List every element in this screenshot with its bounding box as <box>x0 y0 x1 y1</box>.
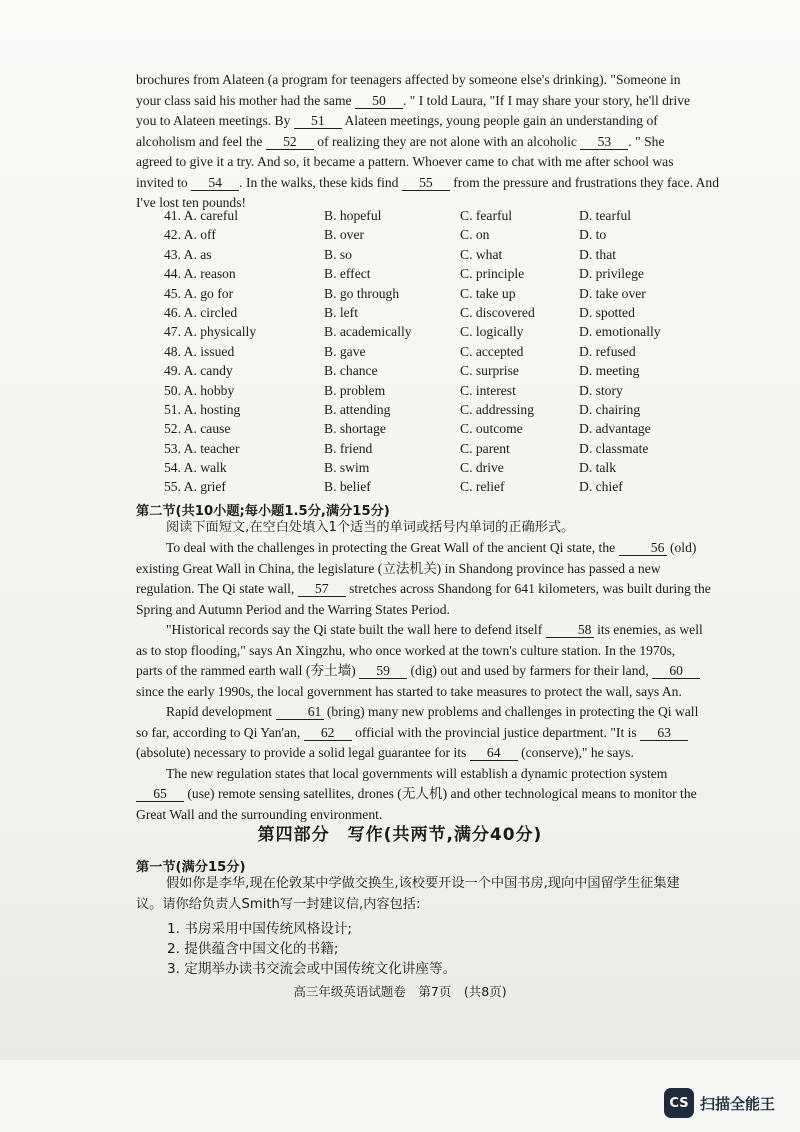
passage-line: regulation. The Qi state wall, 57 stretches across Shandong for 641 kilometers, was built during the <box>136 581 711 596</box>
passage-line: I've lost ten pounds! <box>136 195 247 210</box>
passage-line: brochures from Alateen (a program for teenagers affected by someone else's drinking). "Someone in <box>136 72 681 87</box>
option-row: 50. A. hobby B. problem C. interest D. story <box>164 382 623 398</box>
blank-60: 60 <box>652 663 700 679</box>
blank-64: 64 <box>470 745 518 761</box>
prompt-item: 1. 书房采用中国传统风格设计; <box>167 921 352 937</box>
passage-line: Great Wall and the surrounding environment. <box>136 806 383 822</box>
option-row: 47. A. physically B. academically C. logically D. emotionally <box>164 324 661 340</box>
scanner-watermark <box>664 1088 775 1118</box>
prompt-line: 假如你是李华,现在伦敦某中学做交换生,该校要开设一个中国书房,现向中国留学生征集建 <box>166 876 680 891</box>
passage-line: Spring and Autumn Period and the Warring States Period. <box>136 601 450 617</box>
blank-58: 58 <box>546 622 594 638</box>
passage-line: parts of the rammed earth wall (夯土墙) 59 (dig) out and used by farmers for their land, 60 <box>136 661 760 682</box>
blank-63: 63 <box>640 725 688 741</box>
option-row: 49. A. candy B. chance C. surprise D. meeting <box>164 363 640 379</box>
passage-line: invited to 54 . In the walks, these kids find 55 from the pressure and frustrations they face. And <box>136 174 720 190</box>
option-row: 52. A. cause B. shortage C. outcome D. advantage <box>164 421 651 437</box>
cloze-passage-ending <box>136 70 760 214</box>
passage-line: so far, according to Qi Yan'an, 62 official with the provincial justice department. "It is 63 <box>136 723 760 744</box>
blank-52: 52 <box>266 134 314 150</box>
option-row: 44. A. reason B. effect C. principle D. privilege <box>164 266 644 282</box>
blank-61: 61 <box>276 704 324 720</box>
option-row: 55. A. grief B. belief C. relief D. chief <box>164 479 623 495</box>
passage-line: alcoholism and feel the 52 of realizing they are not alone with an alcoholic 53 . " She <box>136 133 665 149</box>
blank-59: 59 <box>359 663 407 679</box>
page-footer: 高三年级英语试题卷 第7页 (共8页) <box>293 984 507 999</box>
camscanner-logo-icon: CS <box>664 1088 694 1118</box>
blank-55: 55 <box>402 175 450 191</box>
passage-line: your class said his mother had the same 50 . " I told Laura, "If I may share your story, he'll drive <box>136 92 691 108</box>
passage-line: The new regulation states that local governments will establish a dynamic protection system <box>166 765 668 781</box>
option-row: 41. A. careful B. hopeful C. fearful D. tearful <box>164 208 632 223</box>
passage-line: To deal with the challenges in protecting the Great Wall of the ancient Qi state, the 56 (old) <box>166 540 697 555</box>
option-row: 43. A. as B. so C. what D. that <box>164 246 616 262</box>
blank-57: 57 <box>298 581 346 597</box>
blank-54: 54 <box>191 175 239 191</box>
part-4-title: 第四部分 写作(共两节,满分40分) <box>257 825 543 845</box>
option-row: 42. A. off B. over C. on D. to <box>164 227 607 243</box>
section-2-instruction: 阅读下面短文,在空白处填入1个适当的单词或括号内单词的正确形式。 <box>166 520 575 535</box>
cloze-options <box>164 208 784 499</box>
option-row: 54. A. walk B. swim C. drive D. talk <box>164 460 616 476</box>
option-row: 48. A. issued B. gave C. accepted D. refused <box>164 343 636 359</box>
blank-62: 62 <box>304 725 352 741</box>
passage-line: existing Great Wall in China, the legislature (立法机关) in Shandong province has passed a new <box>136 560 661 576</box>
prompt-line: 议。请你给负责人Smith写一封建议信,内容包括: <box>136 896 421 912</box>
option-row: 51. A. hosting B. attending C. addressing D. chairing <box>164 401 641 417</box>
passage-line: "Historical records say the Qi state built the wall here to defend itself 58 its enemies, as well <box>166 622 703 637</box>
option-row: 53. A. teacher B. friend C. parent D. classmate <box>164 440 649 456</box>
option-row: 45. A. go for B. go through C. take up D. take over <box>164 285 646 301</box>
passage-line: 65 (use) remote sensing satellites, drones (无人机) and other technological means to monitor the <box>136 784 760 805</box>
passage-line: (absolute) necessary to provide a solid legal guarantee for its 64 (conserve)," he says. <box>136 745 634 760</box>
section-2-heading: 第二节(共10小题;每小题1.5分,满分15分) <box>136 504 390 519</box>
passage-line: as to stop flooding," says An Xingzhu, who once worked at the town's culture station. In the 1970s, <box>136 642 676 658</box>
prompt-item: 2. 提供蕴含中国文化的书籍; <box>167 941 339 957</box>
passage-line: Rapid development 61 (bring) many new problems and challenges in protecting the Qi wall <box>166 704 699 719</box>
writing-section-1-heading: 第一节(满分15分) <box>136 860 246 875</box>
passage-line: agreed to give it a try. And so, it became a pattern. Whoever came to chat with me after school was <box>136 154 674 169</box>
blank-51: 51 <box>294 113 342 129</box>
option-row: 46. A. circled B. left C. discovered D. spotted <box>164 304 635 320</box>
camscanner-label: 扫描全能王 <box>700 1094 776 1113</box>
blank-56: 56 <box>619 540 667 556</box>
grammar-passage <box>136 538 760 825</box>
blank-65: 65 <box>136 786 184 802</box>
passage-line: since the early 1990s, the local government has started to take measures to protect the wall, says An. <box>136 683 682 699</box>
passage-line: you to Alateen meetings. By 51 Alateen meetings, young people gain an understanding of <box>136 113 658 128</box>
blank-50: 50 <box>355 93 403 109</box>
writing-prompt <box>136 874 760 915</box>
blank-53: 53 <box>580 134 628 150</box>
prompt-item: 3. 定期举办读书交流会或中国传统文化讲座等。 <box>167 961 457 977</box>
